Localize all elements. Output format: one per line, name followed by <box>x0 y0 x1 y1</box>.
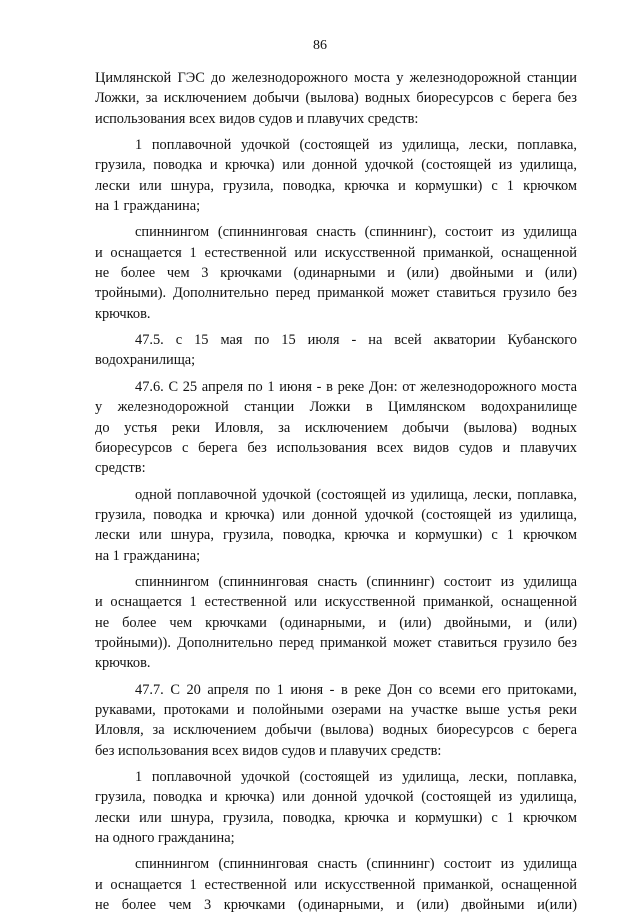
text-line: крючков. <box>95 655 151 672</box>
text-line: одной поплавочной удочкой (состоящей из удилища, лески, поплавка, <box>135 486 577 503</box>
paragraph <box>95 377 577 479</box>
text-line: 47.6. С 25 апреля по 1 июня - в реке Дон: от железнодорожного моста <box>135 378 577 395</box>
text-line: лески или шнура, грузила, поводка, крючка и кормушки) с 1 крючком <box>95 177 577 194</box>
paragraph <box>95 330 577 371</box>
text-line: у железнодорожной станции Ложки в Цимлянском водохранилище <box>95 399 577 416</box>
page-number: 86 <box>313 38 327 53</box>
text-line: Ложки, за исключением добычи (вылова) водных биоресурсов с берега без <box>95 90 577 107</box>
text-line: и оснащается 1 естественной или искусственной приманкой, оснащенной <box>95 594 577 611</box>
text-line: не более чем 3 крючками (одинарными и (или) двойными и (или) <box>95 265 577 282</box>
text-line: спиннингом (спиннинговая снасть (спиннинг), состоит из удилища <box>135 224 577 241</box>
text-line: лески или шнура, грузила, поводка, крючка и кормушки) с 1 крючком <box>95 809 577 826</box>
text-line: 47.5. с 15 мая по 15 июля - на всей акватории Кубанского <box>135 332 577 349</box>
text-line: не более чем крючками (одинарными, и (или) двойными, и (или) <box>95 614 577 631</box>
text-line: на 1 гражданина; <box>95 547 201 564</box>
paragraph <box>95 135 577 216</box>
text-line: средств: <box>95 460 146 477</box>
text-line: крючков. <box>95 305 151 322</box>
text-line: спиннингом (спиннинговая снасть (спиннинг) состоит из удилища <box>135 573 577 590</box>
paragraph <box>95 767 577 848</box>
text-line: 1 поплавочной удочкой (состоящей из удилища, лески, поплавка, <box>135 137 577 154</box>
text-line: водохранилища; <box>95 352 196 369</box>
text-line: грузила, поводка и крючка) или донной удочкой (состоящей из удилища, <box>95 506 577 523</box>
paragraph <box>95 854 577 915</box>
text-line: грузила, поводка и крючка) или донной удочкой (состоящей из удилища, <box>95 789 577 806</box>
paragraph <box>95 68 577 129</box>
text-line: использования всех видов судов и плавучих средств: <box>95 110 419 127</box>
text-line: на 1 гражданина; <box>95 198 201 215</box>
text-line: 47.7. С 20 апреля по 1 июня - в реке Дон со всеми его притоками, <box>135 681 577 698</box>
text-line: грузила, поводка и крючка) или донной удочкой (состоящей из удилища, <box>95 157 577 174</box>
text-line: на одного гражданина; <box>95 830 235 847</box>
text-line: рукавами, протоками и полойными озерами на участке выше устья реки <box>95 701 577 718</box>
text-line: биоресурсов с берега без использования всех видов судов и плавучих <box>95 439 577 456</box>
text-line: Иловля, за исключением добычи (вылова) водных биоресурсов с берега <box>95 722 577 739</box>
text-line: тройными). Дополнительно перед приманкой может ставиться грузило без <box>95 285 577 302</box>
text-line: до устья реки Иловля, за исключением добычи (вылова) водных <box>95 419 577 436</box>
document-body <box>95 68 577 915</box>
text-line: и оснащается 1 естественной или искусственной приманкой, оснащенной <box>95 876 577 893</box>
text-line: 1 поплавочной удочкой (состоящей из удилища, лески, поплавка, <box>135 769 577 785</box>
text-line: лески или шнура, грузила, поводка, крючка и кормушки) с 1 крючком <box>95 527 577 544</box>
paragraph <box>95 485 577 566</box>
text-line: без использования всех видов судов и плавучих средств: <box>95 742 442 759</box>
text-line: спиннингом (спиннинговая снасть (спиннинг) состоит из удилища <box>135 856 577 873</box>
paragraph <box>95 572 577 674</box>
paragraph <box>95 680 577 761</box>
text-line: и оснащается 1 естественной или искусственной приманкой, оснащенной <box>95 244 577 261</box>
paragraph <box>95 222 577 324</box>
text-line: не более чем 3 крючками (одинарными, и (или) двойными и(или) <box>95 897 577 914</box>
text-line: Цимлянской ГЭС до железнодорожного моста у железнодорожной станции <box>95 70 577 86</box>
text-line: тройными)). Дополнительно перед приманкой может ставиться грузило без <box>95 634 577 651</box>
